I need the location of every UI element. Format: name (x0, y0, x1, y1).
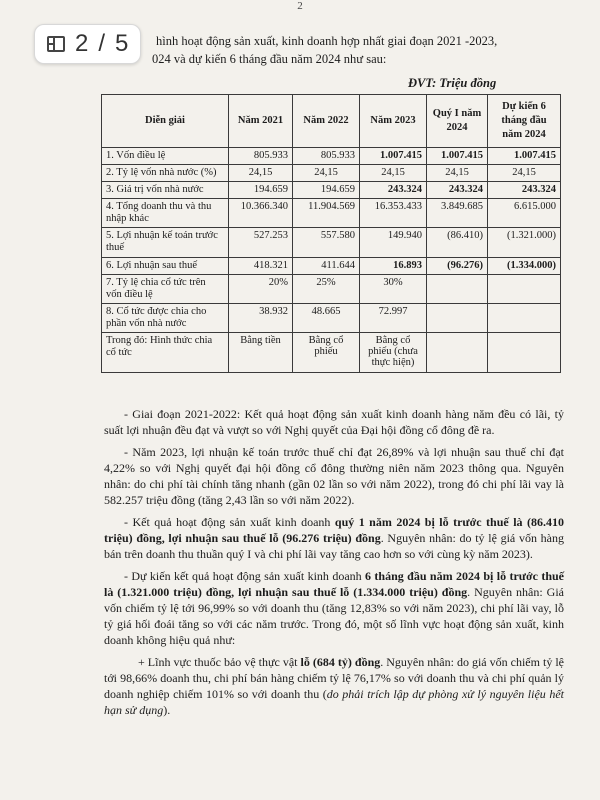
table-cell: 1.007.415 (360, 148, 427, 165)
paragraph: - Năm 2023, lợi nhuận kế toán trước thuế chỉ đạt 26,89% và lợi nhuận sau thuế chỉ đạt 4,22% so với Nghị quyết đại hội đồng cổ đông thường niên năm 2023 thông qua. Nguyên nhân: do chi phí tài chính tăng nhanh (gần 02 lần so với năm 2022), trong đó chi phí lãi vay là 582.257 triệu đồng (tăng 2,43 lần so với năm 2022). (104, 445, 564, 507)
table-cell: 48.665 (293, 304, 360, 333)
page-separator: / (98, 30, 106, 57)
table-cell: 3.849.685 (427, 199, 488, 228)
table-cell: 805.933 (229, 148, 293, 165)
page-indicator[interactable] (34, 24, 141, 64)
intro-line-1: hình hoạt động sản xuất, kinh doanh hợp nhất giai đoạn 2021 -2023, (156, 34, 498, 48)
row-label: 6. Lợi nhuận sau thuế (102, 258, 229, 275)
table-row (102, 258, 561, 275)
body-text (104, 406, 564, 724)
table-cell: 243.324 (488, 182, 561, 199)
table-cell (427, 333, 488, 373)
table-cell: 20% (229, 275, 293, 304)
table-cell: 411.644 (293, 258, 360, 275)
bold-text: lỗ (684 tỷ) đồng (300, 655, 381, 669)
row-label: 1. Vốn điều lệ (102, 148, 229, 165)
table-cell: 10.366.340 (229, 199, 293, 228)
row-label: Trong đó: Hình thức chia cổ tức (102, 333, 229, 373)
text-run: . Nguyên nhân: do tỷ lệ giá vốn hàng bán trên doanh thu thuần quý I và chi phí lãi vay tăng cao hơn so với cùng kỳ năm 2023). (104, 531, 564, 561)
table-cell: 418.321 (229, 258, 293, 275)
table-cell: Bằng cổ phiếu (293, 333, 360, 373)
table-row (102, 199, 561, 228)
text-run: - Kết quả hoạt động sản xuất kinh doanh (124, 515, 335, 529)
table-cell: Bằng tiền (229, 333, 293, 373)
table-row (102, 228, 561, 258)
table-header-row (102, 95, 561, 148)
row-label: 8. Cổ tức được chia cho phần vốn nhà nước (102, 304, 229, 333)
table-cell: 24,15 (488, 165, 561, 182)
table-cell (427, 275, 488, 304)
text-run: - Dự kiến kết quả hoạt động sản xuất kinh doanh (124, 569, 366, 583)
row-label: 4. Tổng doanh thu và thu nhập khác (102, 199, 229, 228)
financial-table (101, 94, 561, 373)
intro-line-2: 024 và dự kiến 6 tháng đầu năm 2024 như sau: (152, 52, 387, 66)
table-row (102, 148, 561, 165)
page-total: 5 (115, 30, 129, 57)
table-cell: 16.893 (360, 258, 427, 275)
table-row (102, 275, 561, 304)
paragraph (104, 568, 564, 648)
paragraph (104, 514, 564, 562)
table-cell: 1.007.415 (488, 148, 561, 165)
table-row (102, 165, 561, 182)
page-number: 2 (297, 0, 303, 12)
table-cell: 11.904.569 (293, 199, 360, 228)
table-cell: 72.997 (360, 304, 427, 333)
table-cell (488, 333, 561, 373)
table-cell: 24,15 (229, 165, 293, 182)
text-run: . Nguyên nhân: Giá vốn chiếm tỷ lệ tới 96,99% so với doanh thu (tăng 12,83% so với năm 2023), chi phí lãi vay, lỗ tỷ giá hối đoái tăng so với các năm trước. Trong đó, một số lĩnh vực hoạt động sản xuất, kinh doanh không hiệu quả như: (104, 585, 564, 647)
table-cell: 24,15 (293, 165, 360, 182)
table-cell: (1.334.000) (488, 258, 561, 275)
table-cell: 16.353.433 (360, 199, 427, 228)
row-label: 2. Tỷ lệ vốn nhà nước (%) (102, 165, 229, 182)
row-label: 3. Giá trị vốn nhà nước (102, 182, 229, 199)
bold-text: quý 1 năm 2024 bị lỗ trước thuế là (86.410 triệu) đồng, lợi nhuận sau thuế lỗ (96.276 triệu) đồng (104, 515, 565, 545)
unit-label: ĐVT: Triệu đồng (408, 76, 497, 90)
header-cell: Dự kiến 6 tháng đầu năm 2024 (488, 95, 561, 148)
table-cell: 527.253 (229, 228, 293, 258)
table-cell: 557.580 (293, 228, 360, 258)
table-cell: 194.659 (229, 182, 293, 199)
bold-text: 6 tháng đầu năm 2024 bị lỗ trước thuế là (1.321.000 triệu) đồng, lợi nhuận sau thuế lỗ (1.334.000 triệu) đồng (104, 569, 564, 599)
table-row (102, 182, 561, 199)
page-current: 2 (75, 30, 89, 57)
header-cell: Năm 2022 (293, 95, 360, 148)
header-cell: Diễn giải (102, 95, 229, 148)
pages-icon (47, 36, 65, 52)
table-cell (427, 304, 488, 333)
table-cell: 24,15 (360, 165, 427, 182)
text-run: ). (163, 703, 171, 717)
table-cell: 149.940 (360, 228, 427, 258)
table-row (102, 333, 561, 373)
text-run: . Nguyên nhân: do giá vốn chiếm tỷ lệ tới 98,66% doanh thu, chi phí bán hàng chiếm tỷ lệ 76,17% so với doanh thu và chi phí quản lý doanh nghiệp chiếm 101% so với doanh thu ( (104, 655, 564, 701)
table-cell: 38.932 (229, 304, 293, 333)
table-cell: 1.007.415 (427, 148, 488, 165)
header-cell: Năm 2023 (360, 95, 427, 148)
header-cell: Năm 2021 (229, 95, 293, 148)
table-cell: Bằng cổ phiếu (chưa thực hiện) (360, 333, 427, 373)
table-cell: 24,15 (427, 165, 488, 182)
text-run: + Lĩnh vực thuốc bảo vệ thực vật (138, 655, 301, 669)
header-cell: Quý I năm 2024 (427, 95, 488, 148)
table-cell: 194.659 (293, 182, 360, 199)
table-cell: 805.933 (293, 148, 360, 165)
table-cell: 243.324 (427, 182, 488, 199)
table-cell: (86.410) (427, 228, 488, 258)
row-label: 5. Lợi nhuận kế toán trước thuế (102, 228, 229, 258)
table-cell: 30% (360, 275, 427, 304)
table-cell: (1.321.000) (488, 228, 561, 258)
row-label: 7. Tỷ lệ chia cổ tức trên vốn điều lệ (102, 275, 229, 304)
table-cell: 25% (293, 275, 360, 304)
table-cell: (96.276) (427, 258, 488, 275)
table-cell (488, 275, 561, 304)
table-cell: 243.324 (360, 182, 427, 199)
paragraph (104, 654, 564, 718)
table-cell (488, 304, 561, 333)
intro-text (152, 32, 576, 68)
paragraph: - Giai đoạn 2021-2022: Kết quả hoạt động sản xuất kinh doanh hàng năm đều có lãi, tỷ suất lợi nhuận đều đạt và vượt so với Nghị quyết của Đại hội đồng cổ đông đề ra. (104, 407, 564, 437)
table-row (102, 304, 561, 333)
table-cell: 6.615.000 (488, 199, 561, 228)
italic-text: do phải trích lập dự phòng xử lý nguyên liệu hết hạn sử dụng (104, 687, 565, 717)
